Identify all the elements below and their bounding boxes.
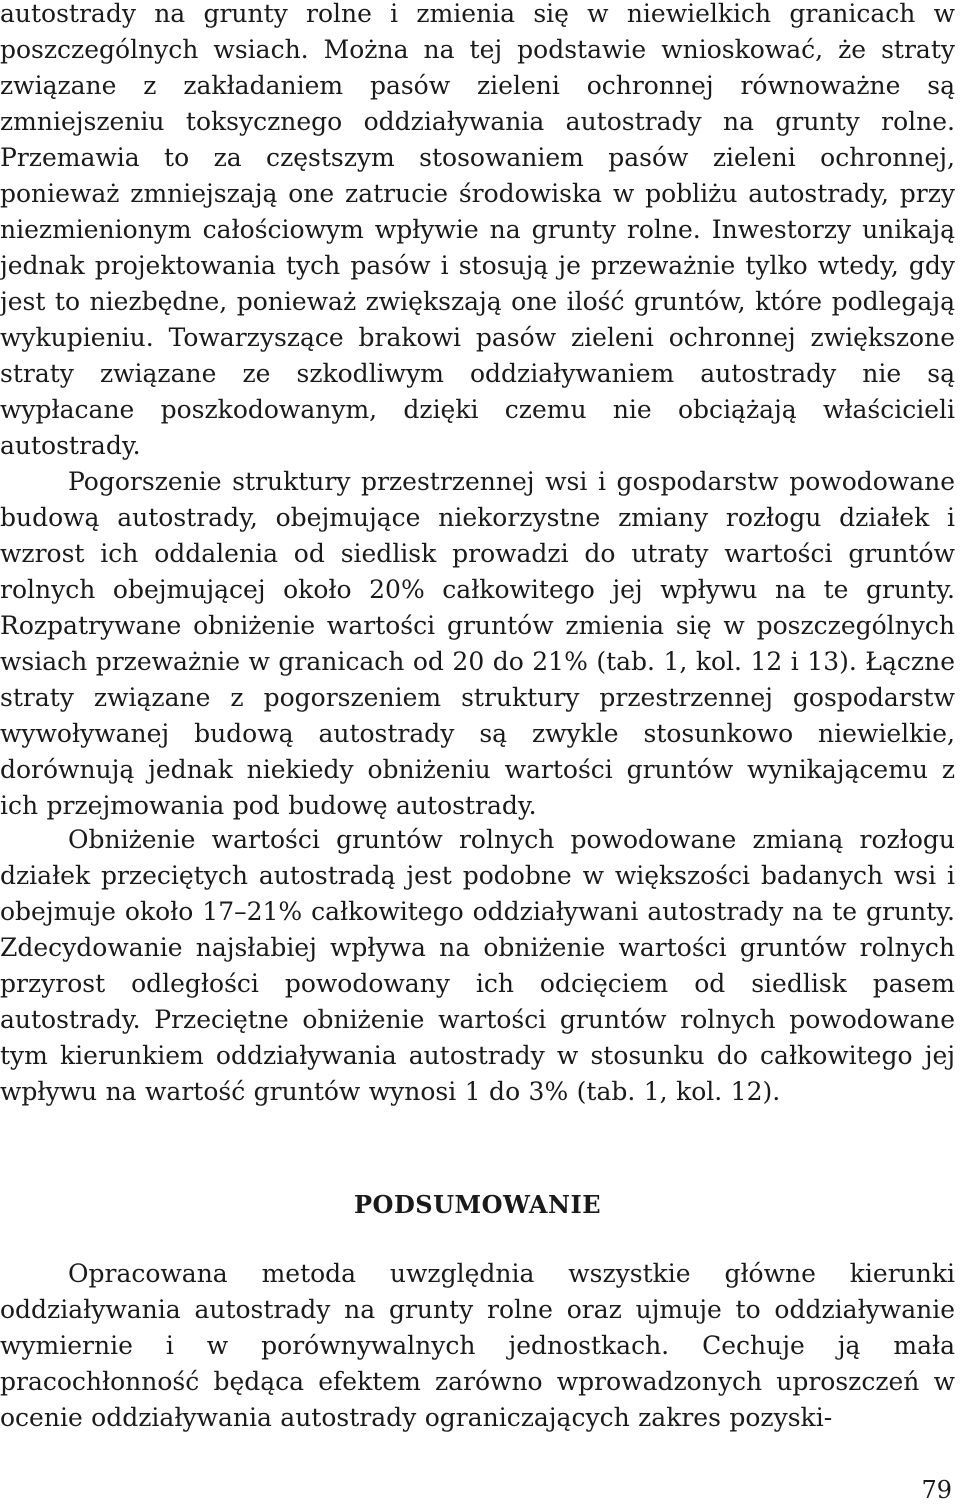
paragraph-summary: Opracowana metoda uwzględnia wszystkie główne kierunki oddziaływania autostrady na grunty rolne oraz ujmuje to oddziaływanie wymiernie i w porównywalnych jednostkach. Cechuje ją mała pracochłonność będąca efektem zarówno wprowadzonych uproszczeń w ocenie oddziaływania autostrady ograniczających zakres pozyski- [0, 1259, 955, 1432]
paragraph-continued: autostrady na grunty rolne i zmienia się w niewielkich granicach w poszczególnych wsiach. Można na tej podstawie wnioskować, że straty związane z zakładaniem pasów zieleni ochronnej równoważne są zmniejszeniu toksycznego oddziaływania autostrady na grunty rolne. Przemawia to za częstszym stosowaniem pasów zieleni ochronnej, ponieważ zmniejszają one zatrucie środowiska w pobliżu autostrady, przy niezmienionym całościowym wpływie na grunty rolne. Inwestorzy unikają jednak projektowania tych pasów i stosują je przeważnie tylko wtedy, gdy jest to niezbędne, ponieważ zwiększają one ilość gruntów, które podlegają wykupieniu. Towarzyszące brakowi pasów zieleni ochronnej zwiększone straty związane ze szkodliwym oddziaływaniem autostrady nie są wypłacane poszkodowanym, dzięki czemu nie obciążają właścicieli autostrady. [0, 0, 955, 460]
page-number: 79 [921, 1476, 952, 1504]
body-text-paragraph-2 [0, 464, 955, 824]
section-heading-summary: PODSUMOWANIE [354, 1190, 601, 1219]
paragraph-spatial-structure: Pogorszenie struktury przestrzennej wsi i gospodarstw powodowane budową autostrady, obejmujące niekorzystne zmiany rozłogu działek i wzrost ich oddalenia od siedlisk prowadzi do utraty wartości gruntów rolnych obejmującej około 20% całkowitego jej wpływu na te grunty. Rozpatrywane obniżenie wartości gruntów zmienia się w poszczególnych wsiach przeważnie w granicach od 20 do 21% (tab. 1, kol. 12 i 13). Łączne straty związane z pogorszeniem struktury przestrzennej gospodarstw wywoływanej budową autostrady są zwykle stosunkowo niewielkie, dorównują jednak niekiedy obniżeniu wartości gruntów wynikającemu z ich przejmowania pod budowę autostrady. [0, 467, 955, 820]
body-text-continuation [0, 0, 955, 464]
paragraph-land-value-decrease: Obniżenie wartości gruntów rolnych powodowane zmianą rozłogu działek przeciętych autostradą jest podobne w większości badanych wsi i obejmuje około 17–21% całkowitego oddziaływani autostrady na te grunty. Zdecydowanie najsłabiej wpływa na obniżenie wartości gruntów rolnych przyrost odległości powodowany ich odcięciem od siedlisk pasem autostrady. Przeciętne obniżenie wartości gruntów rolnych powodowane tym kierunkiem oddziaływania autostrady w stosunku do całkowitego jej wpływu na wartość gruntów wynosi 1 do 3% (tab. 1, kol. 12). [0, 825, 955, 1106]
body-text-summary [0, 1256, 955, 1436]
body-text-paragraph-3 [0, 822, 955, 1110]
